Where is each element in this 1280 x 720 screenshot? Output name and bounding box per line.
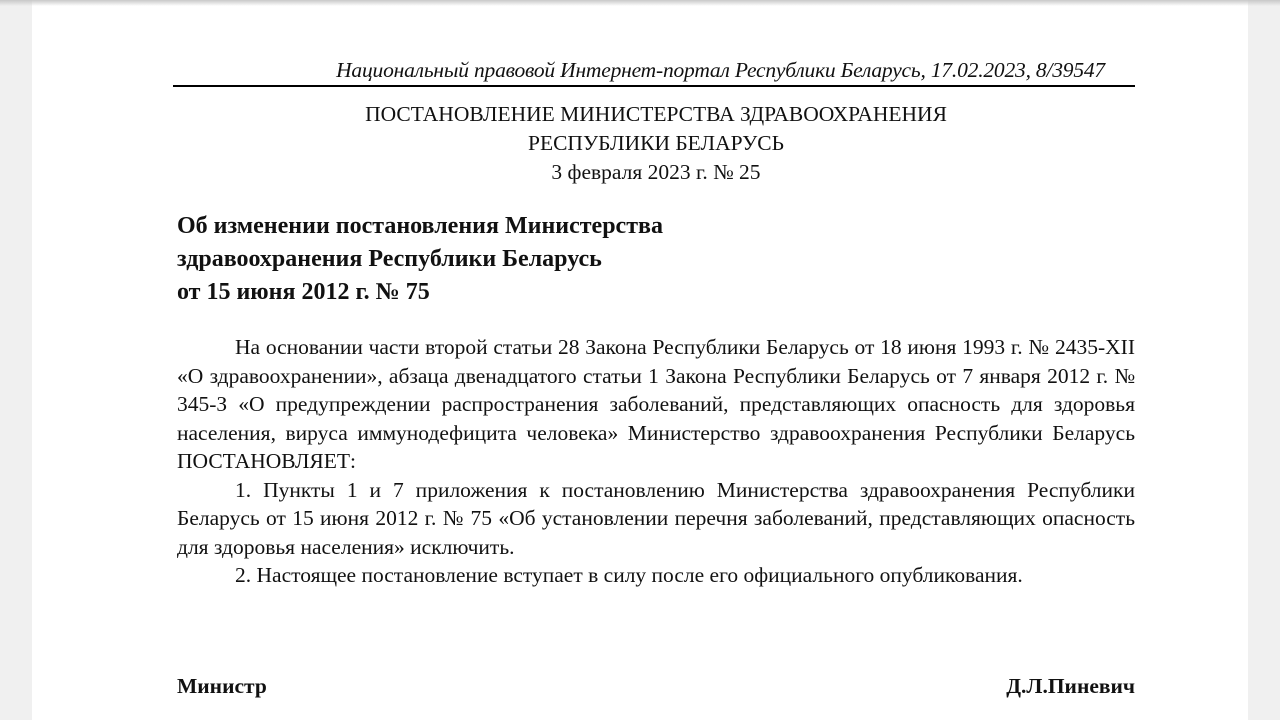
document-type-block [177,100,1135,187]
signature-block [177,672,1135,700]
document-page [32,0,1248,720]
doc-type-line-1: ПОСТАНОВЛЕНИЕ МИНИСТЕРСТВА ЗДРАВООХРАНЕНИЯ [365,102,947,126]
doc-type-line-2: РЕСПУБЛИКИ БЕЛАРУСЬ [528,131,784,155]
title-line-2: здравоохранения Республики Беларусь [177,246,602,272]
toolbar-shadow [0,0,1280,6]
preamble-paragraph: На основании части второй статьи 28 Закона Республики Беларусь от 18 июня 1993 г. № 2435-XII «О здравоохранении», абзаца двенадцатого статьи 1 Закона Республики Беларусь от 7 января 2012 г. № 345-З «О предупреждении распространения заболеваний, представляющих опасность для здоровья населения, вируса иммунодефицита человека» Министерство здравоохранения Республики Беларусь ПОСТАНОВЛЯЕТ: [177,335,1135,473]
signatory-name: Д.Л.Пиневич [1006,674,1135,698]
viewer-margin-right [1248,0,1280,720]
doc-date-number: 3 февраля 2023 г. № 25 [551,160,761,184]
document-body [177,333,1135,590]
title-line-1: Об изменении постановления Министерства [177,213,663,239]
clause-1-paragraph: 1. Пункты 1 и 7 приложения к постановлению Министерства здравоохранения Республики Беларусь от 15 июня 2012 г. № 75 «Об установлении перечня заболеваний, представляющих опасность для здоровья населения» исключить. [177,477,1135,559]
signatory-position: Министр [177,674,267,698]
header-rule [173,85,1135,87]
portal-header: Национальный правовой Интернет-портал Республики Беларусь, 17.02.2023, 8/39547 [336,58,1105,82]
clause-2-paragraph: 2. Настоящее постановление вступает в силу после его официального опубликования. [235,563,1023,587]
document-title [177,210,663,309]
title-line-3: от 15 июня 2012 г. № 75 [177,279,430,305]
